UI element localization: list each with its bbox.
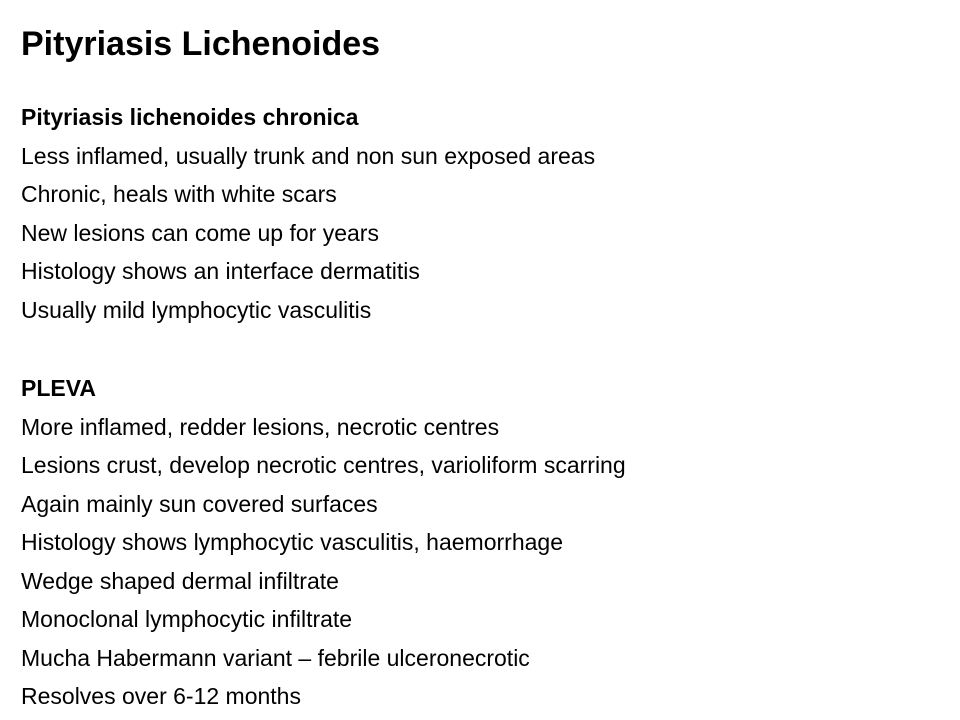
point-item: Histology shows lymphocytic vasculitis, haemorrhage bbox=[21, 529, 563, 555]
point-item: Chronic, heals with white scars bbox=[21, 181, 337, 207]
point-item: Lesions crust, develop necrotic centres, varioliform scarring bbox=[21, 452, 626, 478]
point-item: Monoclonal lymphocytic infiltrate bbox=[21, 606, 353, 632]
section-pityriasis-lichenoides-chronica bbox=[21, 98, 941, 329]
point-item: More inflamed, redder lesions, necrotic centres bbox=[21, 413, 500, 440]
point-item: Again mainly sun covered surfaces bbox=[21, 490, 378, 517]
point-item: Resolves over 6-12 months bbox=[21, 683, 301, 709]
slide-title: Pityriasis Lichenoides bbox=[21, 25, 381, 63]
point-list bbox=[21, 137, 941, 330]
section-pleva bbox=[21, 369, 941, 716]
point-item: Mucha Habermann variant – febrile ulceronecrotic bbox=[21, 644, 530, 671]
point-item: Wedge shaped dermal infiltrate bbox=[21, 567, 339, 594]
section-heading: PLEVA bbox=[21, 375, 96, 401]
point-item: Histology shows an interface dermatitis bbox=[21, 258, 420, 284]
point-item: Usually mild lymphocytic vasculitis bbox=[21, 296, 372, 323]
point-list bbox=[21, 408, 941, 716]
section-heading: Pityriasis lichenoides chronica bbox=[21, 104, 359, 130]
point-item: New lesions can come up for years bbox=[21, 219, 379, 246]
point-item: Less inflamed, usually trunk and non sun exposed areas bbox=[21, 142, 596, 169]
